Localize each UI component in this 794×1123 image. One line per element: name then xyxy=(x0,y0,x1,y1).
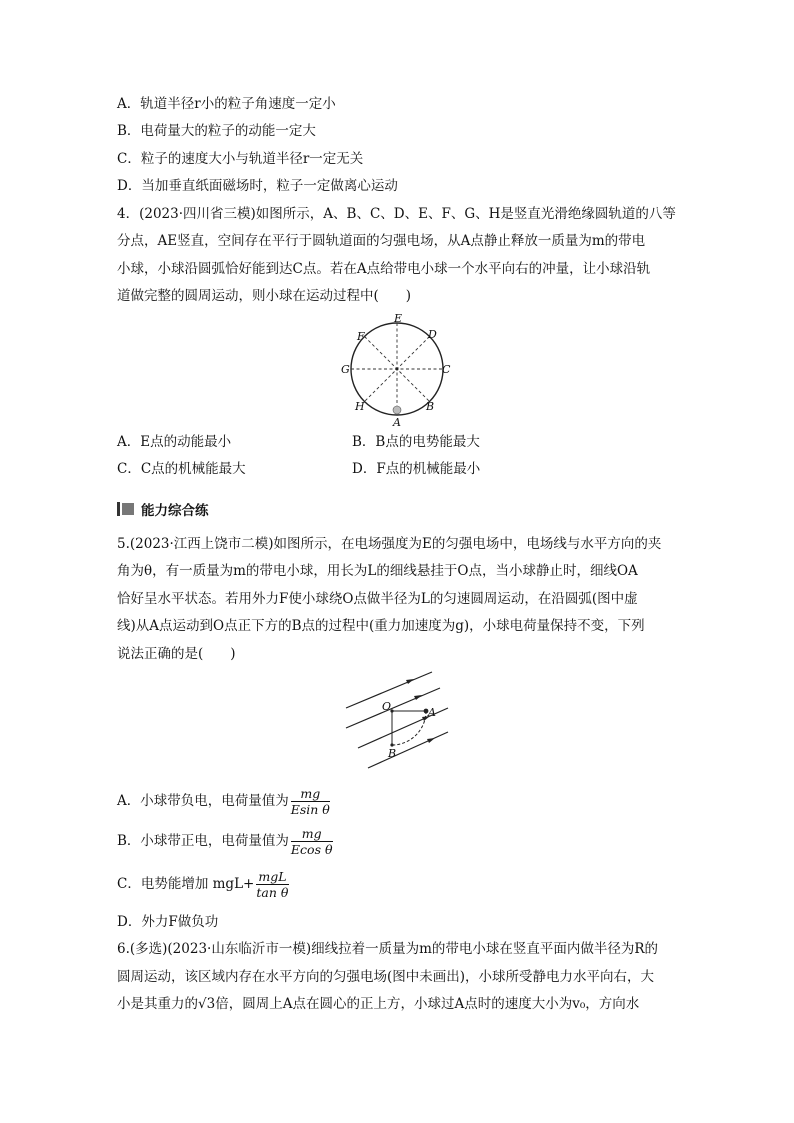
q3-option-c: C．粒子的速度大小与轨道半径r一定无关 xyxy=(117,151,364,167)
q5-option-b-numerator: mg xyxy=(291,826,333,842)
q5-option-a-denominator: Esin θ xyxy=(290,802,330,817)
q5-option-a-numerator: mg xyxy=(291,786,330,802)
q4-label-d: D xyxy=(428,328,437,341)
q4-text-line-2: 分点，AE竖直，空间存在平行于圆轨道面的匀强电场，从A点静止释放一质量为m的带电 xyxy=(117,233,646,249)
q5-option-a: A．小球带负电，电荷量值为 $\frac{mg}{\text{Esin θ}}$ xyxy=(117,786,330,817)
q5-label-b: B xyxy=(388,747,397,760)
q5-label-o: O xyxy=(382,700,392,713)
q5-option-c: C．电势能增加 mgL+ $\frac{\text{mgL}}{\text{tan θ}}$ xyxy=(117,869,289,900)
q4-option-a: A．E点的动能最小 xyxy=(117,434,232,450)
q3-option-b: B．电荷量大的粒子的动能一定大 xyxy=(117,123,316,139)
q6-text-line-2: 圆周运动，该区域内存在水平方向的匀强电场(图中未画出)，小球所受静电力水平向右，大 xyxy=(117,969,655,985)
q5-text-line-4: 线)从A点运动到O点正下方的B点的过程中(重力加速度为g)，小球电荷量保持不变，下列 xyxy=(117,618,645,634)
q4-label-g: G xyxy=(341,363,350,376)
q6-text-line-1: 6.(多选)(2023·山东临沂市一模)细线拉着一质量为m的带电小球在竖直平面内做半径为R的 xyxy=(117,941,659,957)
q4-label-f: F xyxy=(357,330,365,343)
q5-option-d: D．外力F做负功 xyxy=(117,914,219,930)
q5-option-b: B．小球带正电，电荷量值为 $\frac{mg}{\text{Ecos θ}}$ xyxy=(117,826,333,857)
q5-text-line-5: 说法正确的是( ) xyxy=(117,646,236,662)
q5-option-c-numerator: mgL xyxy=(258,869,287,884)
q5-field-figure xyxy=(340,670,452,774)
q4-label-a: A xyxy=(393,416,401,429)
q3-option-a: A．轨道半径r小的粒子角速度一定小 xyxy=(117,96,336,112)
q4-text-line-4: 道做完整的圆周运动，则小球在运动过程中( ) xyxy=(117,288,412,304)
q4-label-b: B xyxy=(426,400,435,413)
q5-text-line-3: 恰好呈水平状态。若用外力F使小球绕O点做半径为L的匀速圆周运动，在沿圆弧(图中虚 xyxy=(117,591,638,607)
q4-option-b: B．B点的电势能最大 xyxy=(352,434,480,450)
section-header xyxy=(117,499,209,519)
q4-text-line-3: 小球，小球沿圆弧恰好能到达C点。若在A点给带电小球一个水平向右的冲量，让小球沿轨 xyxy=(117,261,651,277)
q4-text-line-1: 4．(2023·四川省三模)如图所示，A、B、C、D、E、F、G、H是竖直光滑绝缘圆轨道的八等 xyxy=(117,206,676,222)
q6-text-line-3: 小是其重力的√3倍，圆周上A点在圆心的正上方，小球过A点时的速度大小为v₀，方向水 xyxy=(117,996,640,1012)
q4-circle-figure xyxy=(336,310,460,430)
section-icon xyxy=(117,502,135,516)
q4-label-c: C xyxy=(442,363,451,376)
q3-option-d: D．当加垂直纸面磁场时，粒子一定做离心运动 xyxy=(117,178,398,194)
q5-text-line-1: 5.(2023·江西上饶市二模)如图所示，在电场强度为E的匀强电场中，电场线与水平方向的夹 xyxy=(117,536,662,552)
q5-option-c-denominator: tan θ xyxy=(256,885,289,900)
section-title: 能力综合练 xyxy=(141,503,209,519)
q4-label-e: E xyxy=(394,312,403,325)
q4-option-d: D．F点的机械能最小 xyxy=(352,461,481,477)
q5-text-line-2: 角为θ，有一质量为m的带电小球，用长为L的细线悬挂于O点，当小球静止时，细线OA xyxy=(117,563,638,579)
q4-option-c: C．C点的机械能最大 xyxy=(117,461,246,477)
q4-label-h: H xyxy=(355,400,365,413)
q5-label-a: A xyxy=(428,706,436,719)
q5-option-b-denominator: Ecos θ xyxy=(290,842,333,857)
